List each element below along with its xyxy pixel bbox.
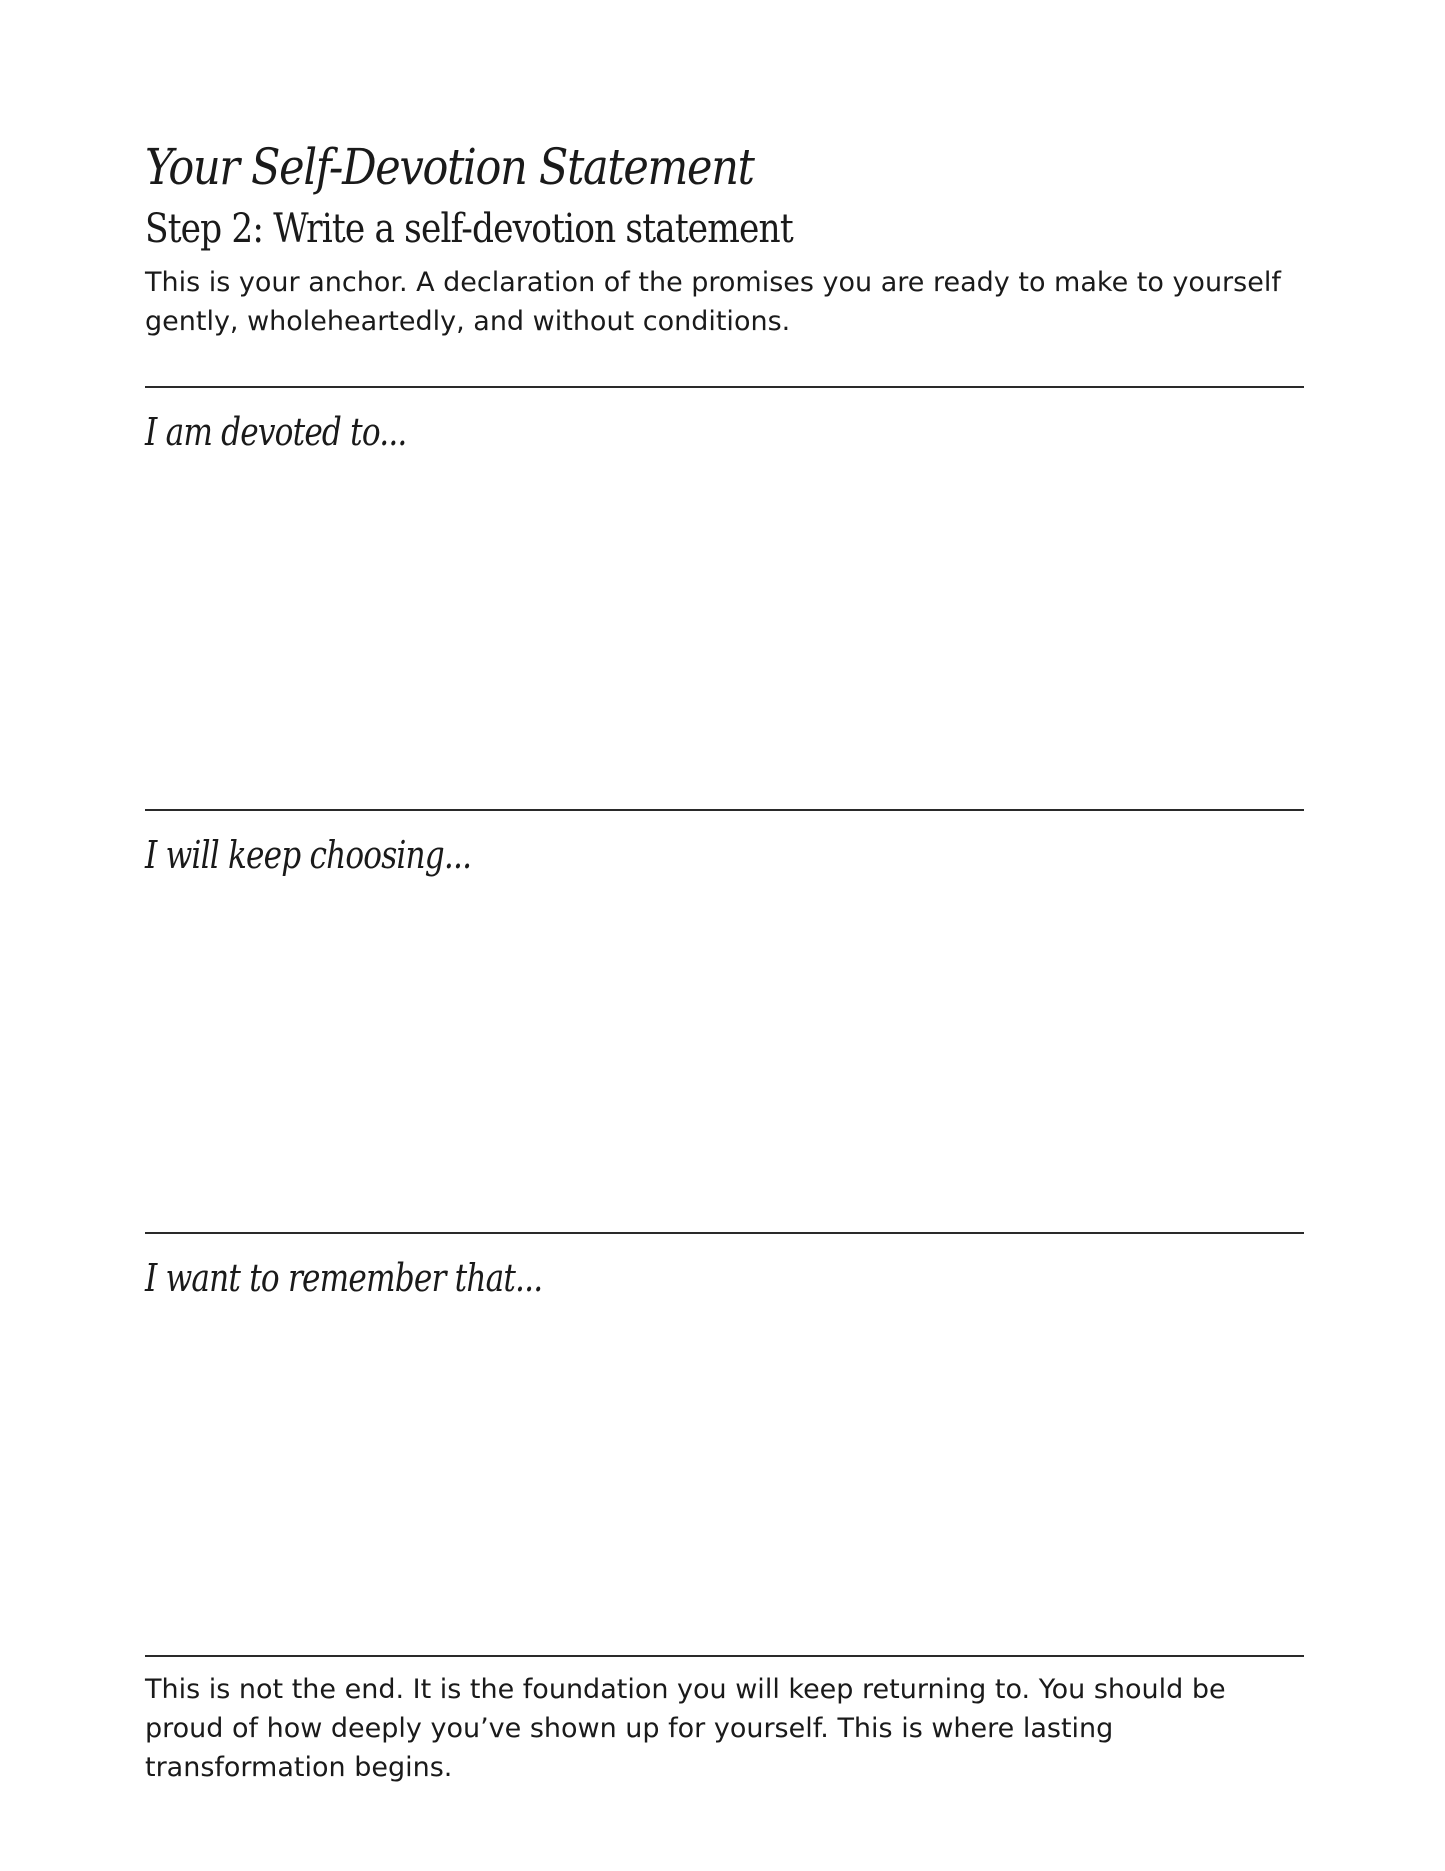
closing-paragraph: This is not the end. It is the foundation you will keep returning to. You should be proud of how deeply you’ve shown up for yourself. This is where lasting transformation begins. xyxy=(145,1674,1226,1783)
writing-area-remember-that[interactable] xyxy=(145,1308,1304,1648)
page-header xyxy=(145,140,1304,341)
writing-area-devoted-to[interactable] xyxy=(145,462,1304,802)
divider-line xyxy=(145,1655,1304,1657)
divider-line xyxy=(145,1232,1304,1234)
step-subtitle: Step 2: Write a self-devotion statement xyxy=(145,206,793,252)
prompt-keep-choosing: I will keep choosing... xyxy=(145,833,472,877)
prompt-remember-that: I want to remember that... xyxy=(145,1256,543,1300)
writing-area-keep-choosing[interactable] xyxy=(145,885,1304,1225)
page-title: Your Self-Devotion Statement xyxy=(145,138,754,196)
prompt-devoted-to: I am devoted to... xyxy=(145,410,407,454)
intro-paragraph: This is your anchor. A declaration of the promises you are ready to make to yourself gently, wholeheartedly, and without conditions. xyxy=(145,267,1281,337)
divider-line xyxy=(145,386,1304,388)
divider-line xyxy=(145,809,1304,811)
